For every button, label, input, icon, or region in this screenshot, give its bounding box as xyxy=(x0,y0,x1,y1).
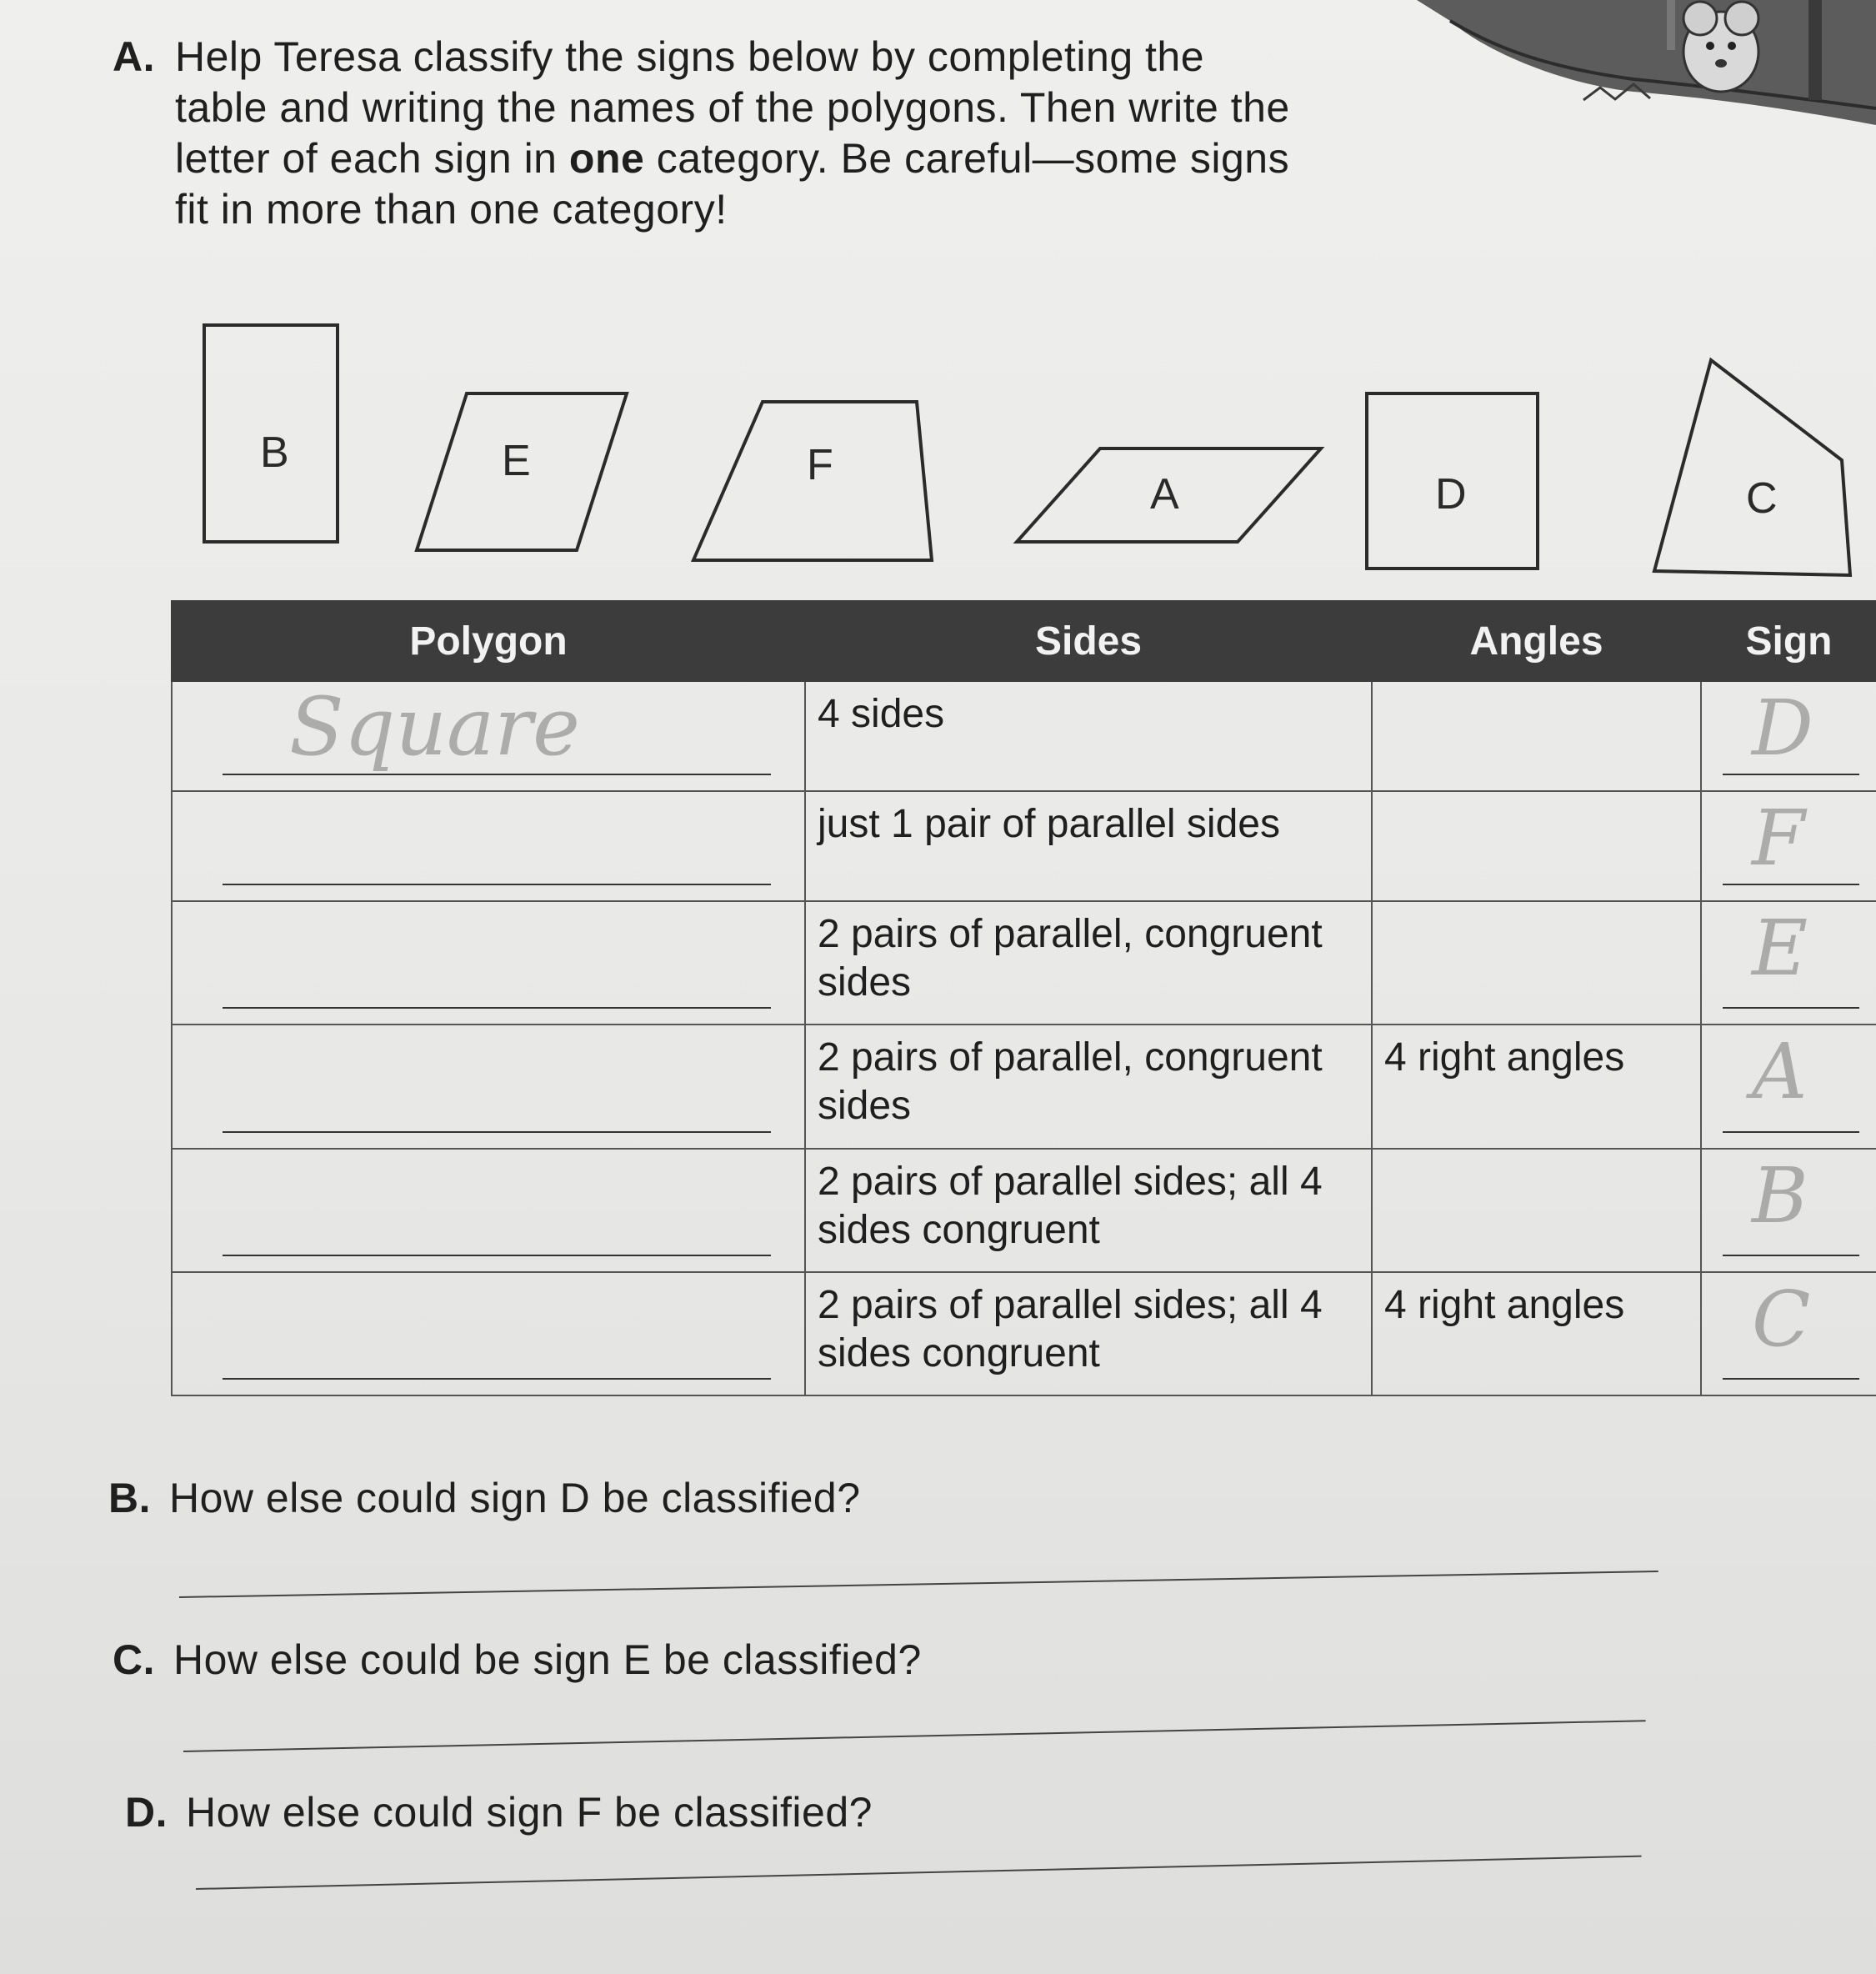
angles-cell: 4 right angles xyxy=(1372,1025,1701,1148)
header-polygon: Polygon xyxy=(172,601,805,681)
sides-cell: 2 pairs of parallel sides; all 4 sides congruent xyxy=(805,1149,1372,1272)
answer-blank xyxy=(223,1378,771,1380)
question-b-letter: B. xyxy=(108,1475,151,1521)
question-c-text: How else could be sign E be classified? xyxy=(173,1636,922,1683)
header-sides: Sides xyxy=(805,601,1372,681)
answer-line-c[interactable] xyxy=(183,1720,1646,1752)
angles-cell xyxy=(1372,791,1701,901)
answer-blank xyxy=(223,884,771,885)
sign-answer-cell[interactable] xyxy=(1701,791,1876,901)
polygon-answer-cell[interactable] xyxy=(172,1149,805,1272)
sign-e-label: E xyxy=(502,437,531,485)
polygon-answer-cell[interactable] xyxy=(172,1025,805,1148)
answer-blank xyxy=(1723,1255,1859,1256)
answer-line-b[interactable] xyxy=(179,1571,1658,1598)
sides-cell: 2 pairs of parallel sides; all 4 sides congruent xyxy=(805,1272,1372,1395)
answer-blank xyxy=(223,774,771,775)
part-a-letter: A. xyxy=(113,33,155,80)
mouse-illustration xyxy=(1417,0,1876,142)
table-row xyxy=(172,1025,1876,1148)
answer-blank xyxy=(1723,1131,1859,1133)
answer-blank xyxy=(223,1131,771,1133)
handwritten-sign: E xyxy=(1752,904,1808,994)
sides-cell: 2 pairs of parallel, congruent sides xyxy=(805,901,1372,1025)
answer-blank xyxy=(1723,774,1859,775)
sign-c-label: C xyxy=(1746,474,1778,523)
part-a-instructions xyxy=(113,32,1396,235)
handwritten-sign: A xyxy=(1752,1027,1808,1117)
polygon-answer-cell[interactable] xyxy=(172,1272,805,1395)
question-c-letter: C. xyxy=(113,1636,155,1683)
answer-blank xyxy=(1723,1007,1859,1009)
sides-cell: just 1 pair of parallel sides xyxy=(805,791,1372,901)
sign-a-label: A xyxy=(1150,470,1179,519)
table-header-row xyxy=(172,601,1876,681)
instruction-line-3a: letter of each sign in xyxy=(175,135,558,182)
handwritten-sign: F xyxy=(1752,794,1805,884)
answer-blank xyxy=(1723,884,1859,885)
angles-cell xyxy=(1372,1149,1701,1272)
handwritten-sign: B xyxy=(1752,1150,1808,1240)
handwritten-polygon: Square xyxy=(289,680,580,774)
angles-cell xyxy=(1372,681,1701,791)
sign-answer-cell[interactable] xyxy=(1701,1149,1876,1272)
instruction-line-4: fit in more than one category! xyxy=(175,186,728,233)
header-sign: Sign xyxy=(1701,601,1876,681)
question-d xyxy=(125,1788,873,1836)
sides-cell: 4 sides xyxy=(805,681,1372,791)
sign-answer-cell[interactable] xyxy=(1701,681,1876,791)
sign-answer-cell[interactable] xyxy=(1701,901,1876,1025)
question-b-text: How else could sign D be classified? xyxy=(169,1475,861,1521)
answer-blank xyxy=(1723,1378,1859,1380)
question-d-text: How else could sign F be classified? xyxy=(186,1789,873,1836)
angles-cell xyxy=(1372,901,1701,1025)
polygon-answer-cell[interactable] xyxy=(172,791,805,901)
instruction-line-2: table and writing the names of the polygons. Then write the xyxy=(175,84,1290,131)
question-d-letter: D. xyxy=(125,1789,168,1836)
instruction-emphasis: one xyxy=(568,135,645,182)
classification-table xyxy=(171,600,1876,1396)
table-row xyxy=(172,901,1876,1025)
polygon-answer-cell[interactable] xyxy=(172,681,805,791)
table-row xyxy=(172,791,1876,901)
handwritten-sign: C xyxy=(1752,1274,1811,1364)
sign-d-label: D xyxy=(1435,470,1467,519)
table-row xyxy=(172,681,1876,791)
sign-answer-cell[interactable] xyxy=(1701,1272,1876,1395)
sign-f-label: F xyxy=(807,441,833,489)
question-c xyxy=(113,1636,922,1684)
table-row xyxy=(172,1272,1876,1395)
instruction-line-3b: category. Be careful—some signs xyxy=(656,135,1290,182)
angles-cell: 4 right angles xyxy=(1372,1272,1701,1395)
sign-shapes xyxy=(0,300,1876,592)
instruction-line-1: Help Teresa classify the signs below by completing the xyxy=(175,33,1205,80)
answer-blank xyxy=(223,1255,771,1256)
sign-b-label: B xyxy=(260,428,289,477)
question-b xyxy=(108,1474,861,1522)
sides-cell: 2 pairs of parallel, congruent sides xyxy=(805,1025,1372,1148)
table-row xyxy=(172,1149,1876,1272)
sign-answer-cell[interactable] xyxy=(1701,1025,1876,1148)
answer-line-d[interactable] xyxy=(196,1856,1642,1890)
handwritten-sign: D xyxy=(1752,684,1813,773)
header-angles: Angles xyxy=(1372,601,1701,681)
polygon-answer-cell[interactable] xyxy=(172,901,805,1025)
answer-blank xyxy=(223,1007,771,1009)
sign-c-kite xyxy=(1654,360,1850,575)
